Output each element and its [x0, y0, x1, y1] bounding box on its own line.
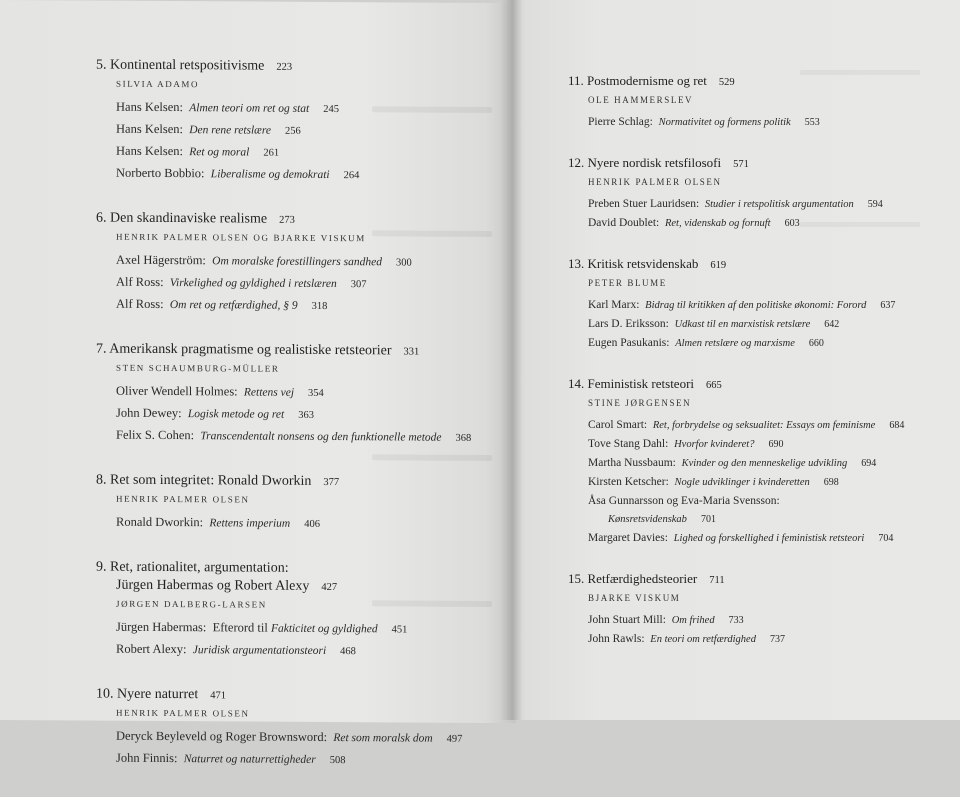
entry-work-title: Nogle udviklinger i kvinderetten [674, 477, 810, 488]
toc-entry [116, 272, 496, 296]
entry-work-title: Om ret og retfærdighed, § 9 [169, 299, 298, 312]
entry-author: Hans Kelsen: [116, 121, 183, 137]
toc-entry [116, 250, 496, 274]
chapter-page-number: 331 [403, 346, 420, 358]
entry-page-number: 603 [784, 218, 800, 229]
entry-author: Robert Alexy: [116, 641, 187, 657]
toc-entry [116, 163, 496, 187]
entry-page-number: 406 [304, 518, 320, 530]
entry-author: Preben Stuer Lauridsen: [588, 198, 700, 210]
toc-entry [588, 195, 928, 214]
chapter-number: 7. [96, 341, 107, 357]
entry-author: Deryck Beyleveld og Roger Brownsword: [116, 728, 328, 744]
chapter-title [96, 210, 496, 231]
chapter-page-number: 571 [733, 159, 749, 170]
entry-page-number: 451 [391, 624, 408, 636]
toc-entry [116, 97, 496, 121]
toc-chapter [568, 375, 928, 548]
toc-entry [588, 214, 928, 233]
toc-chapter [96, 341, 496, 449]
toc-chapter [568, 255, 928, 353]
entry-work-title: Kvinder og den menneskelige udvikling [681, 458, 848, 469]
chapter-number: 15. [568, 571, 585, 586]
chapter-title-line2: Jürgen Habermas og Robert Alexy [116, 577, 310, 594]
entry-author: Martha Nussbaum: [588, 457, 676, 469]
chapter-number: 12. [568, 155, 585, 170]
entry-author: Oliver Wendell Holmes: [116, 383, 238, 399]
entry-author: Jürgen Habermas: [116, 619, 207, 635]
entry-page-number: 684 [889, 420, 905, 431]
entry-author: Karl Marx: [588, 299, 640, 311]
chapter-author: SILVIA ADAMO [116, 78, 200, 90]
chapter-title [568, 255, 928, 275]
entry-work-title: Liberalisme og demokrati [210, 168, 330, 182]
entry-work-title: Rettens imperium [209, 517, 291, 530]
toc-entry [588, 529, 928, 548]
toc-entry [116, 639, 496, 663]
chapter-title-text: Kritisk retsvidenskab [587, 256, 699, 271]
entry-page-number: 354 [308, 387, 324, 399]
entry-author: Åsa Gunnarsson og Eva-Maria Svensson: [588, 495, 780, 507]
chapter-title [96, 341, 496, 362]
entry-author: John Rawls: [588, 633, 645, 645]
entry-work-title: Ret og moral [189, 146, 250, 159]
toc-entry [588, 454, 928, 473]
entry-author: Alf Ross: [116, 296, 164, 311]
book-gutter [500, 0, 522, 720]
entry-work-title: Almen teori om ret og stat [189, 102, 310, 115]
toc-chapter [568, 570, 928, 649]
chapter-title [96, 57, 496, 78]
entry-author: Alf Ross: [116, 274, 164, 289]
entry-page-number: 318 [311, 300, 328, 312]
entry-work-title: Hvorfor kvinderet? [674, 439, 755, 450]
entry-page-number: 468 [340, 646, 356, 658]
toc-entry [588, 334, 928, 353]
entry-page-number: 704 [878, 533, 894, 544]
entry-work-title: Juridisk argumentationsteori [192, 644, 327, 657]
chapter-number: 14. [568, 376, 585, 391]
entry-work-title: Almen retslære og marxisme [675, 338, 795, 349]
toc-entry [588, 113, 928, 132]
entry-work-title: Rettens vej [243, 386, 295, 399]
entry-author: John Finnis: [116, 750, 178, 766]
toc-entry [608, 510, 928, 529]
chapter-title [568, 72, 928, 92]
chapter-author: HENRIK PALMER OLSEN [116, 707, 250, 719]
entry-author: Lars D. Eriksson: [588, 318, 669, 330]
toc-entry [116, 141, 496, 165]
chapter-page-number: 711 [709, 575, 725, 586]
chapter-author: HENRIK PALMER OLSEN [116, 493, 250, 505]
entry-work-title: Ret, videnskab og fornuft [664, 218, 771, 229]
entry-page-number: 261 [263, 147, 280, 159]
entry-work-prefix: Efterord til [212, 620, 268, 635]
toc-entry [116, 403, 496, 427]
entry-work-title: En teori om retfærdighed [650, 634, 756, 645]
toc-chapter [96, 210, 496, 318]
toc-entry [116, 381, 496, 405]
chapter-title [568, 570, 928, 590]
toc-entry [588, 435, 928, 454]
entry-page-number: 264 [343, 170, 360, 182]
entry-author: Carol Smart: [588, 419, 648, 431]
entry-author: Tove Stang Dahl: [588, 438, 669, 450]
entry-work-title: Lighed og forskellighed i feministisk retsteori [673, 533, 865, 544]
toc-entry [116, 294, 496, 318]
entry-author: Margaret Davies: [588, 532, 668, 544]
chapter-number: 6. [96, 210, 107, 226]
toc-entry [588, 315, 928, 334]
chapter-page-number: 273 [279, 214, 295, 226]
entry-page-number: 300 [395, 257, 412, 269]
chapter-title-text: Amerikansk pragmatisme og realistiske retsteorier [109, 341, 392, 359]
toc-chapter [568, 154, 928, 233]
chapter-page-number: 665 [706, 380, 722, 391]
entry-work-title: Ret som moralsk dom [333, 732, 433, 745]
chapter-author: PETER BLUME [588, 278, 667, 288]
entry-page-number: 508 [329, 755, 346, 767]
entry-author: David Doublet: [588, 217, 660, 229]
entry-page-number: 363 [298, 409, 314, 421]
entry-page-number: 553 [804, 117, 820, 128]
toc-right-column [568, 72, 928, 671]
chapter-title-text: Postmodernisme og ret [587, 73, 707, 88]
chapter-author: JØRGEN DALBERG-LARSEN [116, 598, 267, 610]
toc-chapter [96, 559, 496, 663]
chapter-title-text: Nyere nordisk retsfilosofi [587, 155, 722, 170]
chapter-title [96, 686, 496, 707]
entry-page-number: 642 [824, 319, 840, 330]
entry-author: Ronald Dworkin: [116, 514, 204, 530]
entry-author: Hans Kelsen: [116, 99, 183, 115]
entry-work-title: Normativitet og formens politik [658, 117, 791, 128]
entry-author: Eugen Pasukanis: [588, 337, 670, 349]
chapter-author: STINE JØRGENSEN [588, 398, 692, 408]
chapter-page-number: 619 [710, 260, 727, 271]
chapter-title-text: Feministisk retsteori [587, 376, 695, 391]
entry-work-title: Studier i retspolitisk argumentation [704, 199, 854, 210]
entry-work-title: Transcendentalt nonsens og den funktionelle metode [200, 430, 442, 444]
entry-author: Hans Kelsen: [116, 143, 183, 159]
entry-page-number: 256 [285, 125, 301, 137]
toc-entry [116, 748, 496, 772]
toc-chapter [568, 72, 928, 132]
chapter-title [96, 559, 496, 598]
chapter-author: BJARKE VISKUM [588, 593, 681, 603]
entry-author: Axel Hägerström: [116, 252, 206, 268]
entry-work-title: Ret, forbrydelse og seksualitet: Essays om feminisme [652, 420, 876, 431]
entry-author: Felix S. Cohen: [116, 427, 195, 443]
entry-page-number: 733 [728, 615, 744, 626]
entry-work-title: Logisk metode og ret [187, 408, 285, 421]
chapter-number: 9. [96, 559, 107, 575]
chapter-number: 8. [96, 472, 107, 488]
entry-page-number: 698 [823, 477, 839, 488]
toc-entry [588, 630, 928, 649]
toc-entry [588, 611, 928, 630]
toc-chapter [96, 686, 496, 772]
toc-entry [588, 473, 928, 492]
chapter-page-number: 529 [718, 77, 735, 88]
chapter-title-text: Den skandinaviske realisme [110, 210, 268, 227]
toc-entry [588, 492, 928, 510]
chapter-title-text: Retfærdighedsteorier [587, 571, 698, 586]
entry-work-title: Fakticitet og gyldighed [270, 622, 378, 636]
toc-entry [116, 425, 496, 449]
toc-entry [588, 416, 928, 435]
entry-page-number: 307 [350, 279, 367, 291]
toc-left-column [96, 57, 496, 797]
entry-page-number: 368 [455, 432, 472, 444]
toc-entry [588, 296, 928, 315]
chapter-title [96, 472, 496, 493]
chapter-title-text: Kontinental retspositivisme [110, 57, 265, 74]
entry-page-number: 497 [446, 733, 463, 745]
entry-work-title: Virkelighed og gyldighed i retslæren [169, 277, 337, 291]
entry-work-title: Kønsretsvidenskab [608, 514, 687, 525]
toc-entry [116, 512, 496, 536]
entry-work-title: Om moralske forestillingers sandhed [212, 255, 382, 269]
entry-page-number: 245 [323, 103, 339, 116]
entry-work-title: Den rene retslære [189, 124, 272, 137]
entry-page-number: 737 [769, 634, 785, 645]
chapter-page-number: 427 [321, 581, 338, 594]
chapter-author: HENRIK PALMER OLSEN OG BJARKE VISKUM [116, 231, 366, 244]
entry-author: John Dewey: [116, 405, 182, 421]
chapter-page-number: 471 [210, 690, 226, 702]
entry-work-title: Om frihed [671, 615, 715, 626]
chapter-title-text: Ret som integritet: Ronald Dworkin [110, 472, 312, 489]
chapter-number: 13. [568, 256, 585, 271]
entry-work-title: Bidrag til kritikken af den politiske økonomi: Forord [645, 300, 867, 311]
chapter-page-number: 377 [323, 476, 340, 489]
entry-author: John Stuart Mill: [588, 614, 666, 626]
entry-author: Norberto Bobbio: [116, 165, 205, 181]
chapter-title-text: Nyere naturret [117, 686, 199, 703]
chapter-author: OLE HAMMERSLEV [588, 95, 694, 105]
chapter-number: 5. [96, 57, 107, 73]
toc-entry [116, 617, 496, 641]
chapter-number: 11. [568, 73, 584, 88]
toc-chapter [96, 472, 496, 536]
chapter-title [568, 154, 928, 174]
entry-page-number: 637 [880, 300, 896, 311]
entry-page-number: 690 [768, 439, 784, 450]
toc-entry [116, 119, 496, 143]
entry-page-number: 694 [861, 458, 877, 469]
chapter-author: HENRIK PALMER OLSEN [588, 177, 722, 187]
chapter-page-number: 223 [276, 61, 293, 73]
entry-page-number: 594 [867, 199, 883, 210]
chapter-number: 10. [96, 686, 114, 702]
entry-work-title: Udkast til en marxistisk retslære [674, 319, 811, 330]
toc-entry [116, 726, 496, 750]
entry-author: Pierre Schlag: [588, 116, 653, 128]
entry-page-number: 660 [808, 338, 824, 349]
chapter-author: STEN SCHAUMBURG-MÜLLER [116, 362, 280, 374]
toc-chapter [96, 57, 496, 187]
chapter-title [568, 375, 928, 395]
entry-work-title: Naturret og naturrettigheder [183, 753, 316, 766]
chapter-title-text: Ret, rationalitet, argumentation: [110, 559, 289, 576]
entry-page-number: 701 [700, 514, 716, 525]
entry-author: Kirsten Ketscher: [588, 476, 669, 488]
